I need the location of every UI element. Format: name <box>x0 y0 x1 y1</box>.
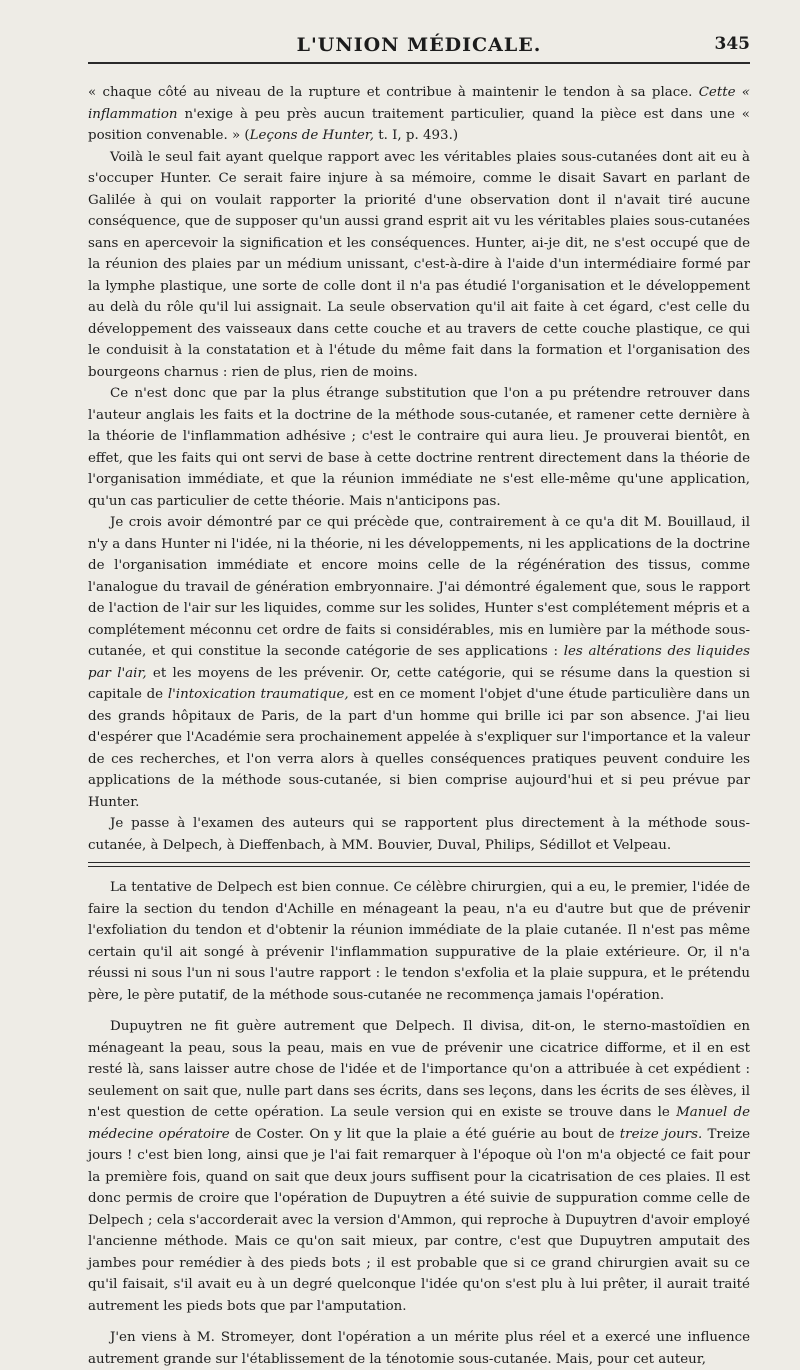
text-run: Voilà le seul fait ayant quelque rapport avec les véritables plaies sous-cutanées dont ait eu à s'occuper Hunter. Ce serait faire injure à sa mémoire, comme le disait Savart en parlant de Galilée à qui on voulait rapporter la priorité d'une observation dont il n'avait tiré aucune conséquence, que de supposer qu'un aussi grand esprit ait vu les véritables plaies sous-cutanées sans en apercevoir la signification et les conséquences. Hunter, ai-je dit, ne s'est occupé que de la réunion des plaies par un médium unissant, c'est-à-dire à l'aide d'un intermédiaire formé par la lymphe plastique, une sorte de colle dont il n'a pas étudié l'organisation et le développement au delà du rôle qu'il lui assignait. La seule observation qu'il ait faite à cet égard, c'est celle du développement des vaisseaux dans cette couche et au travers de cette couche plastique, ce qui le conduisit à la constatation et à l'étude du même fait dans la formation et l'organisation des bourgeons charnus : rien de plus, rien de moins. <box>88 149 750 380</box>
italic-run: Leçons de Hunter, <box>249 128 374 143</box>
paragraph-hunter-quote <box>88 82 750 147</box>
italic-run: Manuel de médecine opératoire <box>88 1105 750 1142</box>
text-run: Je crois avoir démontré par ce qui précède que, contrairement à ce qu'a dit M. Bouillaud, il n'y a dans Hunter ni l'idée, ni la théorie, ni les développements, ni les applications de la doctrine de l'organisation immédiate et encore moins celle de la régénération des tissus, comme l'analogue du travail de génération embryonnaire. J'ai démontré également que, sous le rapport de l'action de l'air sur les liquides, comme sur les solides, Hunter s'est complétement mépris et a complétement méconnu cet ordre de faits si considérables, mis en lumière par la méthode sous-cutanée, et qui constitue la seconde catégorie de ses applications : <box>88 515 750 659</box>
page-header <box>88 22 750 64</box>
page-number: 345 <box>714 34 750 54</box>
italic-run: l'intoxication traumatique, <box>167 687 349 702</box>
paragraph-hunter-wounds <box>88 147 750 384</box>
text-run: Je passe à l'examen des auteurs qui se rapportent plus directement à la méthode sous-cutanée, à Delpech, à Dieffenbach, à MM. Bouvier, Duval, Philips, Sédillot et Velpeau. <box>88 816 750 853</box>
text-run: Ce n'est donc que par la plus étrange substitution que l'on a pu prétendre retrouver dans l'auteur anglais les faits et la doctrine de la méthode sous-cutanée, et ramener cette dernière à la théorie de l'inflammation adhésive ; c'est le contraire qui aura lieu. Je prouverai bientôt, en effet, que les faits qui ont servi de base à cette doctrine rentrent directement dans la théorie de l'organisation immédiate, et que la réunion immédiate ne s'est elle-même qu'une application, qu'un cas particulier de cette théorie. Mais n'anticipons pas. <box>88 386 750 509</box>
text-run: « chaque côté au niveau de la rupture et contribue à maintenir le tendon à sa place. <box>88 85 699 100</box>
text-run: La tentative de Delpech est bien connue. Ce célèbre chirurgien, qui a eu, le premier, l'idée de faire la section du tendon d'Achille en ménageant la peau, n'a eu d'autre but que de prévenir l'exfoliation du tendon et d'obtenir la réunion immédiate de la plaie cutanée. Il n'est pas même certain qu'il ait songé à prévenir l'inflammation suppurative de la plaie extérieure. Or, il n'a réussi ni sous l'un ni sous l'autre rapport : le tendon s'exfolia et la plaie suppura, et le prétendu père, le père putatif, de la méthode sous-cutanée ne recommença jamais l'opération. <box>88 880 750 1003</box>
text-run: J'en viens à M. Stromeyer, dont l'opération a un mérite plus réel et a exercé une influence autrement grande sur l'établissement de la ténotomie sous-cutanée. Mais, pour cet auteur, <box>88 1330 750 1367</box>
paragraph-dupuytren <box>88 1016 750 1317</box>
text-run: n'exige à peu près aucun traitement particulier, quand la pièce est dans une « position convenable. » ( <box>88 106 750 143</box>
paragraph-authors <box>88 813 750 856</box>
paragraph-delpech <box>88 877 750 1006</box>
italic-run: les altérations des liquides par l'air, <box>88 644 750 681</box>
italic-run: Cette « inflammation <box>88 85 751 122</box>
page-body <box>88 82 750 1370</box>
text-run: est en ce moment l'objet d'une étude particulière dans un des grands hôpitaux de Paris, de la part d'un homme qui brille ici par son absence. J'ai lieu d'espérer que l'Académie sera prochainement appelée à s'expliquer sur l'importance et la valeur de ces recherches, et l'on verra alors à quelles conséquences pratiques peuvent conduire les applications de la méthode sous-cutanée, si bien comprise aujourd'hui et si peu prévue par Hunter. <box>88 687 751 810</box>
running-title: L'UNION MÉDICALE. <box>296 34 542 56</box>
paragraph-substitution <box>88 383 750 512</box>
text-run: Treize jours ! c'est bien long, ainsi que je l'ai fait remarquer à l'époque où l'on m'a objecté ce fait pour la première fois, quand on sait que deux jours suffisent pour la cicatrisation de ces plaies. Il est donc permis de croire que l'opération de Dupuytren a été suivie de suppuration comme celle de Delpech ; cela s'accorderait avec la version d'Ammon, qui reproche à Dupuytren d'avoir employé l'ancienne méthode. Mais ce qu'on sait mieux, par contre, c'est que Dupuytren amputait des jambes pour remédier à des pieds bots ; il est probable que si ce grand chirurgien avait su ce qu'il faisait, s'il avait eu à un degré quelconque l'idée qu'on s'est plu à lui prêter, il aurait traité autrement les pieds bots que par l'amputation. <box>88 1126 751 1314</box>
text-run: Dupuytren ne fit guère autrement que Delpech. Il divisa, dit-on, le sterno-mastoïdien en ménageant la peau, sous la peau, mais en vue de prévenir une cicatrice difforme, et il en est resté là, sans laisser autre chose de l'idée et de l'importance qu'on a attribuée à cet expédient : seulement on sait que, nulle part dans ses écrits, dans ses leçons, dans les écrits de ses élèves, il n'est question de cette opération. La seule version qui en existe se trouve dans le <box>88 1019 750 1120</box>
text-run: et les moyens de les prévenir. Or, cette catégorie, qui se résume dans la question si capitale de <box>88 665 750 702</box>
paragraph-bouillaud <box>88 512 750 813</box>
italic-run: treize jours. <box>619 1126 703 1142</box>
section-divider <box>88 862 750 867</box>
text-run: t. I, p. 493.) <box>373 128 459 143</box>
paragraph-stromeyer <box>88 1327 750 1370</box>
text-run: de Coster. On y lit que la plaie a été guérie au bout de <box>229 1126 620 1142</box>
